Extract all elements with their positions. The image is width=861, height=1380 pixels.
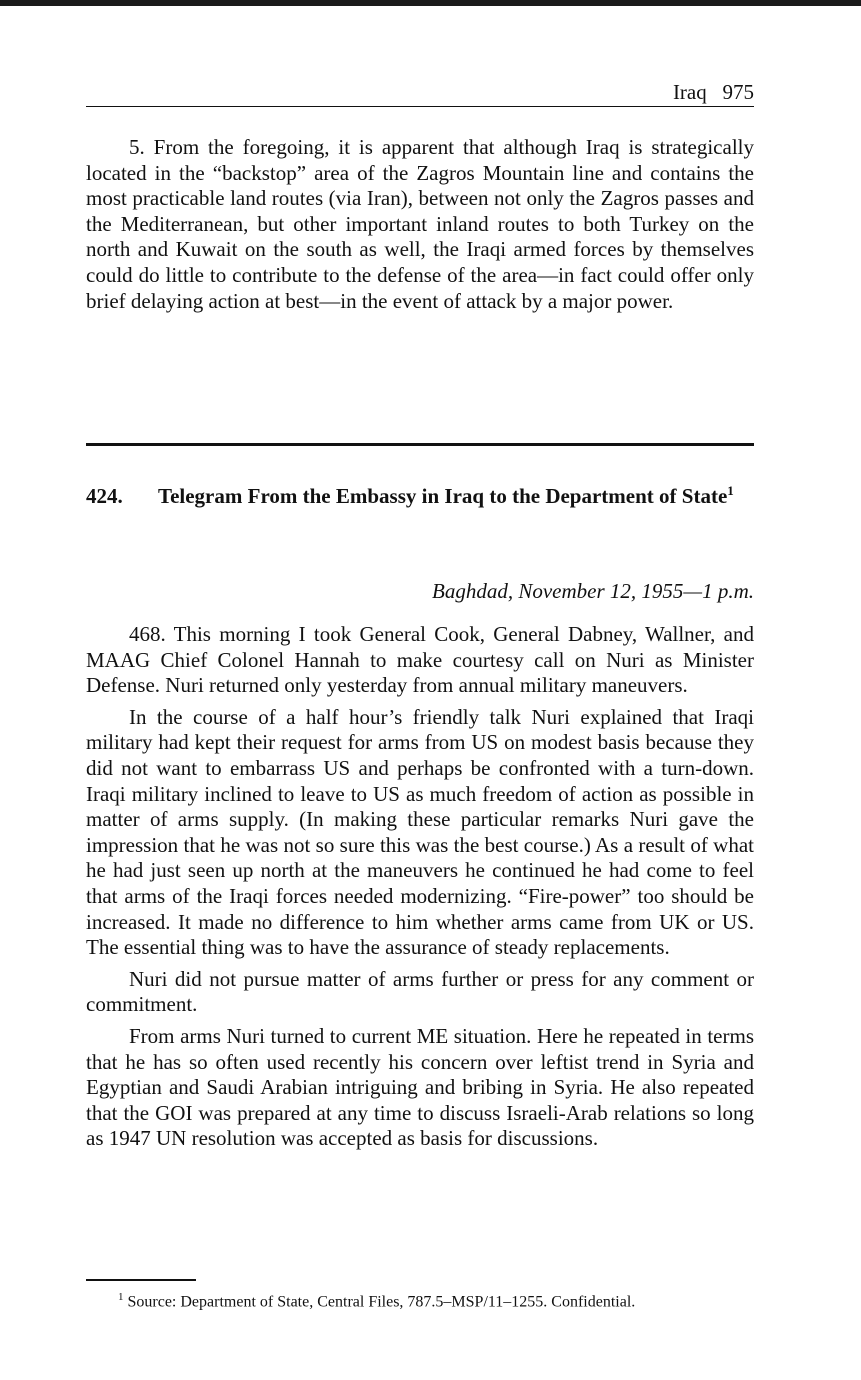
- body-paragraph: In the course of a half hour’s friendly talk Nuri explained that Iraqi military had kept their request for arms from US on modest basis because they did not want to embarrass US and perhaps be confronted with a turn-down. Iraqi military inclined to leave to US as much freedom of action as possible in matter of arms supply. (In making these particular remarks Nuri gave the impression that he was not so sure this was the best course.) As a result of what he had just seen up north at the maneuvers he continued he had come to feel that arms of the Iraqi forces needed modernizing. “Fire-power” too should be increased. It made no difference to him whether arms came from UK or US. The essential thing was to have the assurance of steady replacements.: [86, 704, 754, 960]
- footnote-text: Source: Department of State, Central Files, 787.5–MSP/11–1255. Confidential.: [127, 1293, 636, 1311]
- telegram-body: [86, 622, 754, 1158]
- body-paragraph: From arms Nuri turned to current ME situation. Here he repeated in terms that he has so often used recently his concern over leftist trend in Syria and Egyptian and Saudi Arabian intriguing and bribing in Syria. He also repeated that the GOI was prepared at any time to discuss Israeli-Arab relations so long as 1947 UN resolution was accepted as basis for discussions.: [86, 1023, 754, 1151]
- document-separator-rule: [86, 443, 754, 446]
- footnote-rule: [86, 1279, 196, 1281]
- footnote-reference: 1: [727, 483, 734, 498]
- footnote: [118, 1286, 758, 1313]
- document-number: 424.: [86, 484, 123, 508]
- dateline: Baghdad, November 12, 1955—1 p.m.: [432, 579, 754, 603]
- footnote-marker: 1: [118, 1291, 124, 1303]
- paragraph-5: 5. From the foregoing, it is apparent that although Iraq is strategically located in the “backstop” area of the Zagros Mountain line and contains the most practicable land routes (via Iran), between not only the Zagros passes and the Mediterranean, but other important inland routes to both Turkey on the north and Kuwait on the south as well, the Iraqi armed forces by themselves could do little to contribute to the defense of the area—in fact could offer only brief delaying action at best—in the event of attack by a major power.: [86, 135, 754, 313]
- running-head-section: Iraq: [672, 80, 707, 104]
- running-head: [86, 78, 754, 106]
- body-paragraph: Nuri did not pursue matter of arms further or press for any comment or commitment.: [86, 966, 754, 1017]
- page-top-edge: [0, 0, 861, 6]
- header-rule: [86, 106, 754, 107]
- previous-document-closing-text: [86, 135, 754, 314]
- document-title: Telegram From the Embassy in Iraq to the Department of State: [158, 484, 728, 508]
- document-title-block: [158, 482, 758, 510]
- body-paragraph: 468. This morning I took General Cook, General Dabney, Wallner, and MAAG Chief Colonel Hannah to make courtesy call on Nuri as Minister Defense. Nuri returned only yesterday from annual military maneuvers.: [86, 622, 754, 698]
- page-number: 975: [722, 80, 754, 104]
